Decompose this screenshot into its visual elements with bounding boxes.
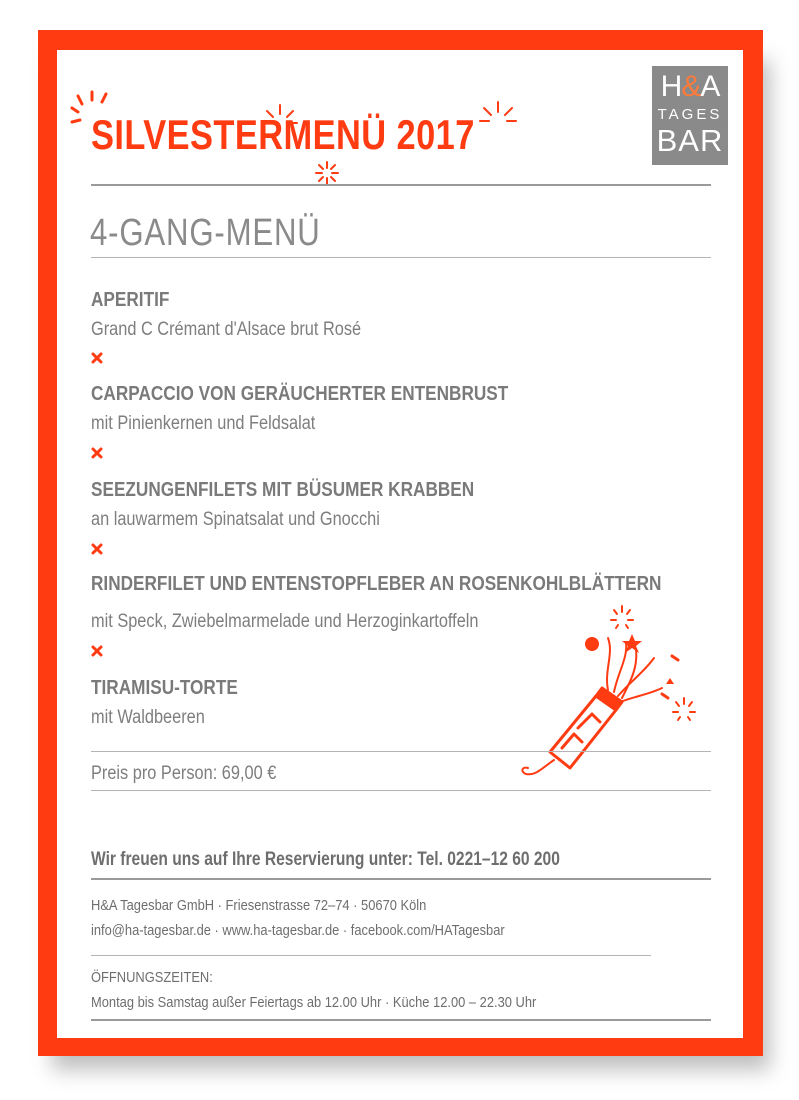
address-text: H&A Tagesbar GmbH · Friesenstrasse 72–74 · 50670 Köln: [91, 897, 427, 914]
hours-divider: [91, 955, 651, 956]
firework-burst-icon: [476, 98, 520, 138]
course-title: CARPACCIO VON GERÄUCHERTER ENTENBRUST: [91, 383, 509, 405]
title-divider: [91, 184, 711, 186]
subtitle-divider: [91, 257, 711, 258]
menu-subtitle: 4-GANG-MENÜ: [90, 212, 321, 254]
contact-text: info@ha-tagesbar.de · www.ha-tagesbar.de · facebook.com/HATagesbar: [91, 922, 505, 939]
course-description: mit Pinienkernen und Feldsalat: [91, 413, 316, 434]
bottom-divider: [91, 1019, 711, 1021]
price-divider-top: [91, 751, 711, 752]
course-title: TIRAMISU-TORTE: [91, 677, 238, 699]
cross-separator-icon: [91, 352, 103, 364]
cross-separator-icon: [91, 645, 103, 657]
hours-text: Montag bis Samstag außer Feiertags ab 12.00 Uhr · Küche 12.00 – 22.30 Uhr: [91, 994, 537, 1011]
reservation-text: Wir freuen uns auf Ihre Reservierung unter: Tel. 0221–12 60 200: [91, 849, 560, 870]
course-description: Grand C Crémant d'Alsace brut Rosé: [91, 319, 362, 340]
hours-label: ÖFFNUNGSZEITEN:: [91, 969, 213, 986]
cross-separator-icon: [91, 447, 103, 459]
course-title: APERITIF: [91, 289, 170, 311]
party-popper-icon: [512, 598, 712, 788]
price-text: Preis pro Person: 69,00 €: [91, 763, 277, 784]
brand-logo: H&A TAGES BAR: [652, 66, 728, 165]
course-description: an lauwarmem Spinatsalat und Gnocchi: [91, 509, 380, 530]
cross-separator-icon: [91, 543, 103, 555]
price-divider-bottom: [91, 790, 711, 791]
footer-divider: [91, 878, 711, 880]
menu-card: [57, 50, 743, 1038]
page-title: SILVESTERMENÜ 2017: [91, 111, 475, 158]
course-title: SEEZUNGENFILETS MIT BÜSUMER KRABBEN: [91, 479, 475, 501]
course-description: mit Speck, Zwiebelmarmelade und Herzoginkartoffeln: [91, 611, 479, 632]
course-description: mit Waldbeeren: [91, 707, 205, 728]
course-title: RINDERFILET UND ENTENSTOPFLEBER AN ROSENKOHLBLÄTTERN: [91, 573, 662, 595]
